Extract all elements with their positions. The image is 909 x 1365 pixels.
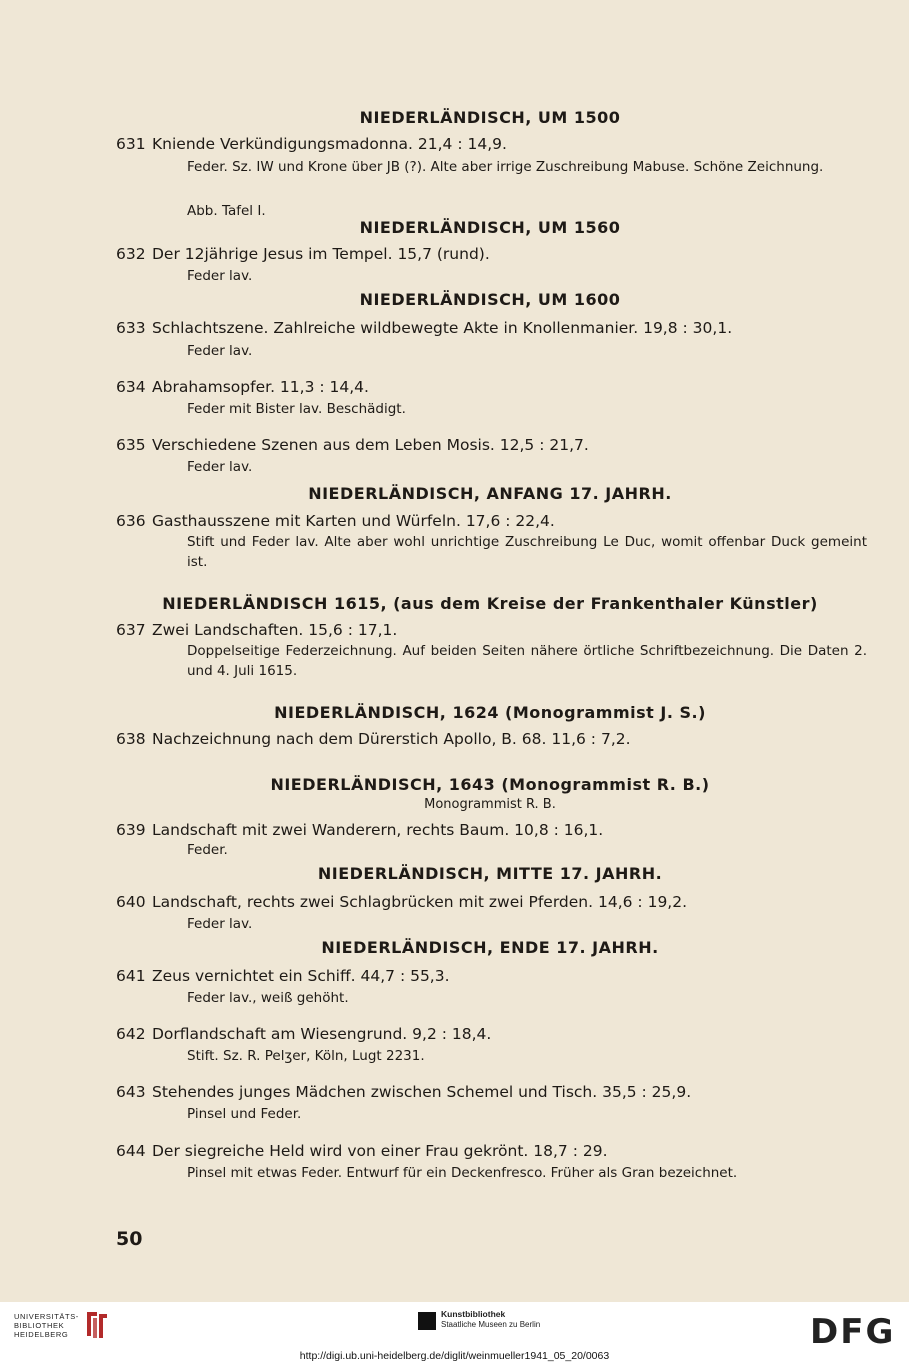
catalog-entry (116, 620, 869, 640)
entry-title: Landschaft, rechts zwei Schlagbrücken mit zwei Pferden. 14,6 : 19,2. (152, 893, 688, 911)
entry-number: 631 (116, 135, 146, 153)
section-heading: NIEDERLÄNDISCH, UM 1500 (359, 108, 621, 127)
entry-reference: Abb. Tafel I. (187, 203, 266, 219)
entry-number: 638 (116, 730, 146, 748)
university-library-logo[interactable] (14, 1310, 110, 1340)
entry-title: Zwei Landschaften. 15,6 : 17,1. (152, 621, 398, 639)
entry-number: 639 (116, 821, 146, 839)
entry-description: Feder lav. (187, 916, 253, 932)
entry-description: Feder. Sz. IW und Krone über JB (?). Alte aber irrige Zuschreibung Mabuse. Schöne Zeichnung. (187, 159, 824, 175)
section-heading: NIEDERLÄNDISCH, ENDE 17. JAHRH. (321, 938, 659, 957)
entry-description: Pinsel und Feder. (187, 1106, 302, 1122)
entry-description: Feder. (187, 842, 228, 858)
entry-title: Gasthausszene mit Karten und Würfeln. 17,6 : 22,4. (152, 512, 555, 530)
dfg-logo[interactable]: DFG (810, 1312, 896, 1352)
catalog-entry (116, 1024, 869, 1044)
university-emblem-icon (84, 1310, 110, 1340)
catalog-entry (116, 729, 869, 749)
section-heading: NIEDERLÄNDISCH, 1624 (Monogrammist J. S.) (274, 703, 706, 722)
entry-number: 635 (116, 436, 146, 454)
kunstbibliothek-square-icon (418, 1312, 436, 1330)
catalog-entry (116, 1082, 869, 1102)
kunstbibliothek-title: Kunstbibliothek (441, 1309, 506, 1319)
section-heading: NIEDERLÄNDISCH, UM 1560 (359, 218, 621, 237)
entry-number: 632 (116, 245, 146, 263)
university-name-line: HEIDELBERG (14, 1329, 69, 1339)
viewer-footer (0, 1302, 909, 1365)
entry-description: Doppelseitige Federzeichnung. Auf beiden Seiten nähere örtliche Schriftbezeichnung. Die Daten 2. und 4. Juli 1615. (187, 643, 867, 679)
entry-description: Feder lav. (187, 343, 253, 359)
catalog-entry (116, 377, 869, 397)
university-name-line: UNIVERSITÄTS- (14, 1311, 79, 1321)
entry-number: 633 (116, 319, 146, 337)
university-library-name (14, 1312, 80, 1339)
entry-title: Der 12jährige Jesus im Tempel. 15,7 (rund). (152, 245, 490, 263)
entry-title: Schlachtszene. Zahlreiche wildbewegte Akte in Knollenmanier. 19,8 : 30,1. (152, 319, 733, 337)
entry-title: Landschaft mit zwei Wanderern, rechts Baum. 10,8 : 16,1. (152, 821, 604, 839)
catalog-entry (116, 134, 869, 154)
entry-title: Abrahamsopfer. 11,3 : 14,4. (152, 378, 369, 396)
entry-description: Feder lav. (187, 268, 253, 284)
university-name-line: BIBLIOTHEK (14, 1320, 65, 1330)
entry-number: 641 (116, 967, 146, 985)
entry-title: Kniende Verkündigungsmadonna. 21,4 : 14,9. (152, 135, 507, 153)
entry-number: 640 (116, 893, 146, 911)
catalog-entry (116, 435, 869, 455)
section-heading: NIEDERLÄNDISCH 1615, (aus dem Kreise der Frankenthaler Künstler) (162, 594, 818, 613)
source-url[interactable]: http://digi.ub.uni-heidelberg.de/diglit/weinmueller1941_05_20/0063 (299, 1350, 610, 1362)
entry-number: 644 (116, 1142, 146, 1160)
catalog-entry (116, 820, 869, 840)
entry-number: 634 (116, 378, 146, 396)
entry-title: Verschiedene Szenen aus dem Leben Mosis. 12,5 : 21,7. (152, 436, 589, 454)
entry-title: Der siegreiche Held wird von einer Frau gekrönt. 18,7 : 29. (152, 1142, 608, 1160)
catalog-entry (116, 1141, 869, 1161)
entry-description: Stift. Sz. R. Pelʒer, Köln, Lugt 2231. (187, 1048, 425, 1064)
entry-title: Dorflandschaft am Wiesengrund. 9,2 : 18,4. (152, 1025, 492, 1043)
catalog-entry (116, 966, 869, 986)
page-number: 50 (116, 1228, 143, 1250)
section-heading: NIEDERLÄNDISCH, MITTE 17. JAHRH. (317, 864, 663, 883)
entry-title: Nachzeichnung nach dem Dürerstich Apollo, B. 68. 11,6 : 7,2. (152, 730, 631, 748)
section-heading: NIEDERLÄNDISCH, ANFANG 17. JAHRH. (308, 484, 672, 503)
catalog-entry (116, 244, 869, 264)
kunstbibliothek-logo[interactable] (418, 1309, 540, 1330)
catalog-entry (116, 511, 869, 531)
entry-description: Pinsel mit etwas Feder. Entwurf für ein Deckenfresco. Früher als Gran bezeichnet. (187, 1165, 738, 1181)
entry-number: 636 (116, 512, 146, 530)
section-heading: NIEDERLÄNDISCH, 1643 (Monogrammist R. B.) (270, 775, 710, 794)
entry-title: Stehendes junges Mädchen zwischen Schemel und Tisch. 35,5 : 25,9. (152, 1083, 692, 1101)
catalog-entry (116, 892, 869, 912)
entry-number: 643 (116, 1083, 146, 1101)
entry-description: Feder lav., weiß gehöht. (187, 990, 349, 1006)
entry-number: 642 (116, 1025, 146, 1043)
catalog-entry (116, 318, 869, 338)
entry-description: Stift und Feder lav. Alte aber wohl unrichtige Zuschreibung Le Duc, womit offenbar Duck gemeint ist. (187, 534, 867, 570)
section-subheading: Monogrammist R. B. (424, 797, 556, 812)
entry-number: 637 (116, 621, 146, 639)
kunstbibliothek-subtitle: Staatliche Museen zu Berlin (441, 1320, 541, 1329)
entry-title: Zeus vernichtet ein Schiff. 44,7 : 55,3. (152, 967, 450, 985)
entry-description: Feder lav. (187, 459, 253, 475)
section-heading: NIEDERLÄNDISCH, UM 1600 (359, 290, 621, 309)
entry-description: Feder mit Bister lav. Beschädigt. (187, 401, 406, 417)
